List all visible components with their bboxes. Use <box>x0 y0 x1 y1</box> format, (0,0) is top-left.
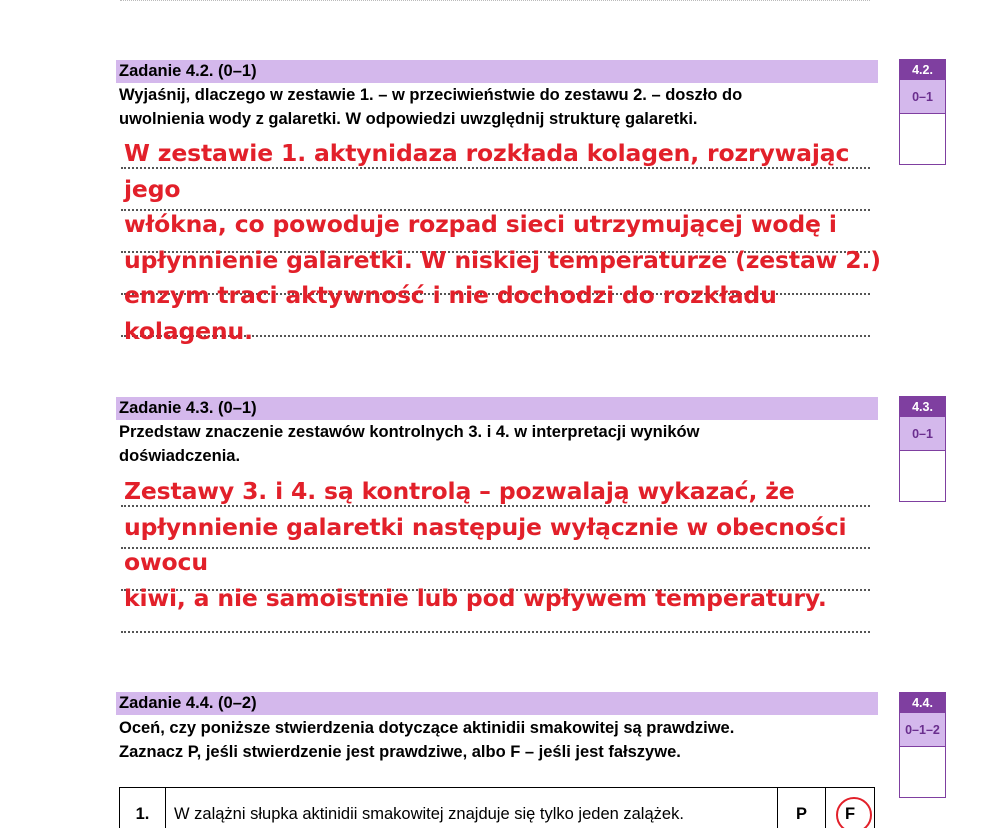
score-box-field[interactable] <box>900 747 945 797</box>
task-4-2-question-line: uwolnienia wody z galaretki. W odpowiedzi uwzględnij strukturę galaretki. <box>119 110 698 128</box>
score-box-field[interactable] <box>900 451 945 501</box>
answer-line: W zestawie 1. aktynidaza rozkłada kolagen, rozrywając jego <box>124 139 850 203</box>
option-p[interactable] <box>778 788 826 828</box>
answer-line: upłynnienie galaretki. W niskiej temperaturze (zestaw 2.) <box>124 245 881 274</box>
task-4-4-header: Zadanie 4.4. (0–2) <box>116 692 878 715</box>
statements-table <box>119 787 875 828</box>
score-box-number: 4.2. <box>900 60 945 80</box>
option-p-label: P <box>795 805 807 823</box>
task-4-3-answer[interactable] <box>124 474 884 616</box>
task-4-4-question-line: Zaznacz P, jeśli stwierdzenie jest prawdziwe, albo F – jeśli jest fałszywe. <box>119 743 681 761</box>
task-4-3-question <box>119 420 839 468</box>
score-box-range: 0–1 <box>900 80 945 114</box>
task-4-3-question-line: doświadczenia. <box>119 447 241 465</box>
answer-dotted-line <box>121 631 870 633</box>
task-4-3-question-line: Przedstaw znaczenie zestawów kontrolnych 3. i 4. w interpretacji wyników <box>119 423 700 441</box>
task-4-2-question <box>119 83 839 131</box>
task-4-4-question <box>119 716 839 764</box>
statement-number: 1. <box>120 788 166 828</box>
answer-line: Zestawy 3. i 4. są kontrolą – pozwalają wykazać, że <box>124 477 795 505</box>
answer-line: enzym traci aktywność i nie dochodzi do rozkładu kolagenu. <box>124 281 777 345</box>
selected-circle-mark <box>836 797 872 828</box>
score-box-range: 0–1 <box>900 417 945 451</box>
task-4-2-answer[interactable] <box>124 136 884 349</box>
answer-line: włókna, co powoduje rozpad sieci utrzymującej wodę i <box>124 210 837 238</box>
score-box-number: 4.3. <box>900 397 945 417</box>
task-4-2-score-box <box>899 59 946 165</box>
task-4-4-question-line: Oceń, czy poniższe stwierdzenia dotyczące aktinidii smakowitej są prawdziwe. <box>119 719 735 737</box>
task-4-2-question-line: Wyjaśnij, dlaczego w zestawie 1. – w przeciwieństwie do zestawu 2. – doszło do <box>119 86 743 104</box>
task-4-2-header: Zadanie 4.2. (0–1) <box>116 60 878 83</box>
top-dotted-line <box>120 0 870 2</box>
score-box-number: 4.4. <box>900 693 945 713</box>
task-4-3-score-box <box>899 396 946 502</box>
score-box-field[interactable] <box>900 114 945 164</box>
answer-line: upłynnienie galaretki następuje wyłącznie w obecności owocu <box>124 512 847 576</box>
option-f-label: F <box>844 805 856 823</box>
task-4-4-score-box <box>899 692 946 798</box>
answer-line: kiwi, a nie samoistnie lub pod wpływem temperatury. <box>124 583 827 612</box>
statement-text: W zalążni słupka aktinidii smakowitej znajduje się tylko jeden zalążek. <box>166 788 778 828</box>
task-4-3-header: Zadanie 4.3. (0–1) <box>116 397 878 420</box>
score-box-range: 0–1–2 <box>900 713 945 747</box>
option-f[interactable] <box>826 788 874 828</box>
